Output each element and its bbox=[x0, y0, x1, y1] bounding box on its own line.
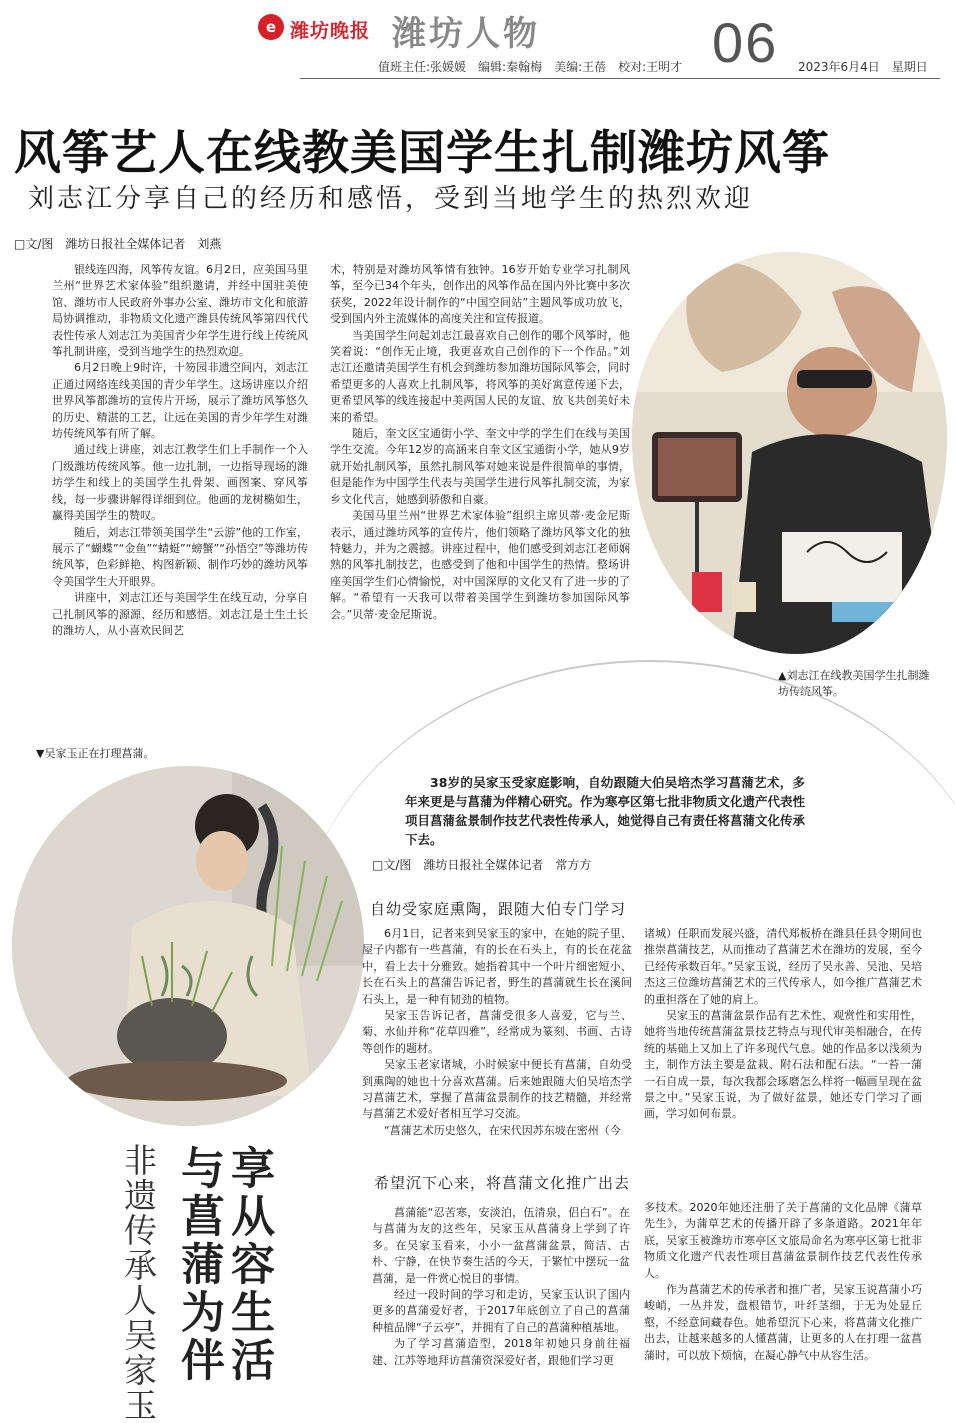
vertical-title-1: 享从容生活 bbox=[223, 1145, 274, 1385]
calamus-artist-illustration bbox=[12, 766, 364, 1126]
header-rule bbox=[300, 78, 940, 79]
paragraph: 为了学习菖蒲造型，2018年初她只身前往福建、江苏等地拜访菖蒲资深爱好者，跟他们学习更 bbox=[372, 1337, 630, 1367]
paragraph: 当美国学生问起刘志江最喜欢自己创作的哪个风筝时，他笑着说：“创作无止境，我更喜欢自己创作的下一个作品。”刘志江还邀请美国学生有机会到潍坊参加潍坊国际风筝会，同时希望更多的人喜欢上扎制风筝，将风筝的美好寓意传递下去，更希望风筝的线连接起中美两国人民的友谊、放飞共创美好未来的希望。 bbox=[330, 328, 630, 424]
paragraph: 多技术。2020年她还注册了关于菖蒲的文化品牌《蒲草先生》，为蒲草艺术的传播开辟了多条道路。2021年年底，吴家玉被潍坊市寒亭区文旅局命名为寒亭区第七批非物质文化遗产代表性项目菖蒲盆景制作技艺代表性传承人。 bbox=[644, 1201, 922, 1280]
paragraph: 讲座中，刘志江还与美国学生在线互动，分享自己扎制风筝的源源、经历和感悟。刘志江是土生土长的潍坊人，从小喜欢民间艺 bbox=[52, 591, 308, 637]
story2-section-heading-2: 希望沉下心来，将菖蒲文化推广出去 bbox=[374, 1174, 631, 1192]
paragraph: 6月2日晚上9时许，十笏园非遗空间内，刘志江正通过网络连线美国的青少年学生。这场讲座以介绍世界风筝都潍坊的宣传片开场，展示了潍坊风筝悠久的历史、精湛的工艺，让远在美国的青少年学生对潍坊传统风筝有所了解。 bbox=[52, 361, 308, 441]
story2-column-2 bbox=[644, 926, 922, 1148]
paragraph: 术，特别是对潍坊风筝情有独钟。16岁开始专业学习扎制风筝，至今已34个年头，创作出的风筝作品在国内外比赛中多次获奖，2022年设计制作的“中国空间站”主题风筝成功放飞，受到国内外主流媒体的高度关注和宣传报道。 bbox=[330, 263, 630, 326]
story2-column-4 bbox=[644, 1200, 922, 1375]
paragraph: 吴家玉老家诸城，小时候家中便长有菖蒲，自幼受到熏陶的她也十分喜欢菖蒲。后来她跟随大伯吴培杰学习菖蒲艺术，掌握了菖蒲盆景制作的技艺精髓，并经常与菖蒲艺术爱好者相互学习交流。 bbox=[362, 1058, 632, 1121]
paragraph: 作为菖蒲艺术的传承者和推广者，吴家玉说菖蒲小巧峻峭，一丛并发，盘根错节，叶纤茎细，于无为处显丘壑，不经意间藏春色。她希望沉下心来，将菖蒲文化推广出去，让越来越多的人懂菖蒲，让更多的人在打理一盆菖蒲时，可以放下烦恼，在凝心静气中从容生活。 bbox=[644, 1283, 922, 1362]
paragraph: 吴家玉的菖蒲盆景作品有艺术性、观赏性和实用性，她将当地传统菖蒲盆景技艺特点与现代审美相融合，在传统的基础上又加上了许多现代气息。她的作品多以浅须为主，制作方法主要是盆栽、附石法和配石法。“一苔一蒲一石自成一景，每次我都会琢磨怎么样将一幅画呈现在盆景之中。”吴家玉说，为了做好盆景，她还专门学习了画画，学习如何布景。 bbox=[644, 1009, 922, 1121]
story1-subhead: 刘志江分享自己的经历和感悟，受到当地学生的热烈欢迎 bbox=[28, 184, 754, 214]
paragraph: “菖蒲艺术历史悠久，在宋代因苏东坡在密州（今 bbox=[384, 1123, 621, 1137]
story2-column-3 bbox=[372, 1205, 630, 1375]
issue-date: 2023年6月4日 星期日 bbox=[798, 60, 928, 74]
editor-credits: 值班主任:张媛媛 编辑:秦翰梅 美编:王蓓 校对:王明才 bbox=[378, 60, 683, 74]
kite-artist-photo bbox=[632, 252, 947, 654]
story2-intro: 38岁的吴家玉受家庭影响，自幼跟随大伯吴培杰学习菖蒲艺术，多年来更是与菖蒲为伴精心研究。作为寒亭区第七批非物质文化遗产代表性项目菖蒲盆景制作技艺代表性传承人，她觉得自己有责任将菖蒲文化传承下去。 bbox=[405, 775, 806, 847]
newspaper-name: 潍坊晚报 bbox=[290, 20, 371, 42]
photo2-caption: ▼吴家玉正在打理菖蒲。 bbox=[36, 747, 155, 760]
section-title: 潍坊人物 bbox=[392, 14, 540, 54]
story2-column-1 bbox=[362, 926, 632, 1146]
paragraph: 菖蒲能“忍苦寒，安淡泊，伍清泉，侣白石”。在与菖蒲为友的这些年，吴家玉从菖蒲身上学到了许多。在吴家玉看来，小小一盆菖蒲盆景，简洁、古朴、宁静，在快节奏生活的今天，于繁忙中摆玩一盆菖蒲，是一件赏心悦目的事情。 bbox=[372, 1206, 630, 1285]
paragraph: 6月1日，记者来到吴家玉的家中，在她的院子里、屋子内都有一些菖蒲，有的长在石头上，有的长在花盆中，看上去十分雅致。她指着其中一个叶片细密短小、长在石头上的菖蒲告诉记者，野生的菖蒲就生长在溪间石头上，是一种有韧劲的植物。 bbox=[362, 927, 632, 1006]
paragraph: 银线连四海，风筝传友谊。6月2日，应美国马里兰州“世界艺术家体验”组织邀请，并经中国驻美使馆、潍坊市人民政府外事办公室、潍坊市文化和旅游局协调推动，非物质文化遗产潍县传统风筝第四代代表性传承人刘志江为美国青少年学生进行线上传统风筝扎制讲座，受到当地学生的热烈欢迎。 bbox=[52, 263, 308, 359]
vertical-title-2: 与菖蒲为伴 bbox=[173, 1145, 224, 1385]
story1-column-1 bbox=[52, 262, 308, 670]
vertical-subtitle: 非遗传承人吴家玉 bbox=[119, 1143, 158, 1423]
paragraph: 美国马里兰州“世界艺术家体验”组织主席贝蒂·麦金尼斯表示，通过潍坊风筝的宣传片，他们领略了潍坊风筝文化的独特魅力，并为之震撼。讲座过程中，他们感受到刘志江老师娴熟的风筝扎制技艺，也感受到了他和中国学生的热情。整场讲座美国学生们心情愉悦，对中国深厚的文化又有了进一步的了解。“希望有一天我可以带着美国学生到潍坊参加国际风筝会。”贝蒂·麦金尼斯说。 bbox=[330, 509, 630, 621]
paragraph: 随后，奎文区宝通街小学、奎文中学的学生们在线与美国学生交流。今年12岁的高涵来自奎文区宝通街小学，她从9岁就开始扎制风筝，虽然扎制风筝对她来说是件很简单的事情，但是能作为中国学生代表与美国学生进行风筝扎制交流，为家乡文化代言，她感到骄傲和自豪。 bbox=[330, 427, 630, 506]
newspaper-logo-icon: e bbox=[258, 14, 284, 40]
page-number: 06 bbox=[712, 11, 779, 74]
paragraph: 吴家玉告诉记者，菖蒲受很多人喜爱，它与兰、菊、水仙并称“花草四雅”，经常成为篆刻、书画、古诗等创作的题材。 bbox=[362, 1009, 632, 1055]
story2-byline: □文/图 潍坊日报社全媒体记者 常方方 bbox=[372, 858, 592, 872]
story1-column-2 bbox=[330, 262, 630, 670]
story1-headline: 风筝艺人在线教美国学生扎制潍坊风筝 bbox=[14, 126, 830, 181]
calamus-artist-photo bbox=[12, 766, 364, 1126]
paragraph: 通过线上讲座，刘志江教学生们上手制作一个入门级潍坊传统风筝。他一边扎制，一边指导现场的潍坊学生和线上的美国学生扎骨架、画图案、穿风筝线，每一步骤讲解得详细到位。他画的龙树椭如生，赢得美国学生的赞叹。 bbox=[52, 443, 308, 523]
paragraph: 经过一段时间的学习和走访，吴家玉认识了国内更多的菖蒲爱好者，于2017年底创立了自己的菖蒲种植品牌“子云亭”，并拥有了自己的菖蒲种植基地。 bbox=[372, 1288, 630, 1334]
photo1-caption: ▲刘志江在线教美国学生扎制潍坊传统风筝。 bbox=[778, 669, 930, 698]
story1-byline: □文/图 潍坊日报社全媒体记者 刘燕 bbox=[14, 237, 222, 251]
paragraph: 随后，刘志江带领美国学生“云游”他的工作室，展示了“蝴蝶”“金鱼”“蜻蜓”“螃蟹”“孙悟空”等潍坊传统风筝，色彩鲜艳、构图新颖、制作巧妙的潍坊风筝令美国学生大开眼界。 bbox=[52, 525, 308, 588]
story2-section-heading-1: 自幼受家庭熏陶，跟随大伯专门学习 bbox=[370, 900, 627, 918]
kite-artist-illustration bbox=[632, 252, 947, 654]
paragraph: 诸城）任职而发展兴盛，清代郑板桥在潍县任县令期间也推崇菖蒲技艺，从而推动了菖蒲艺术在潍坊的发展，至今已经传承数百年。”吴家玉说，经历了吴永善、吴池、吴培杰这三位潍坊菖蒲艺术的三代传承人，如今推广菖蒲艺术的重担落在了她的肩上。 bbox=[644, 927, 922, 1006]
